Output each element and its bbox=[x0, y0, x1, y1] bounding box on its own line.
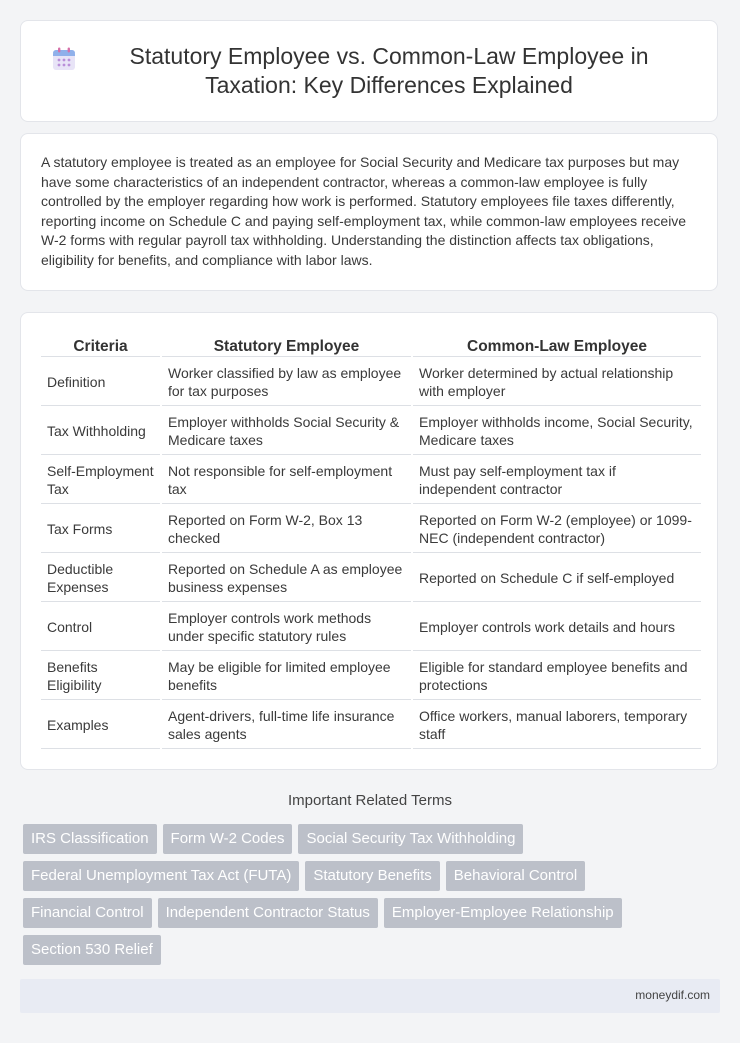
common-law-cell: Office workers, manual laborers, temporary staff bbox=[413, 702, 701, 749]
page-title: Statutory Employee vs. Common-Law Employee in Taxation: Key Differences Explained bbox=[129, 43, 649, 98]
statutory-cell: Reported on Form W-2, Box 13 checked bbox=[162, 506, 411, 553]
criteria-cell: Tax Withholding bbox=[41, 408, 160, 455]
related-term-tag[interactable]: Behavioral Control bbox=[446, 861, 585, 891]
table-row bbox=[41, 408, 701, 455]
statutory-cell: Agent-drivers, full-time life insurance sales agents bbox=[162, 702, 411, 749]
statutory-cell: Not responsible for self-employment tax bbox=[162, 457, 411, 504]
table-row bbox=[41, 555, 701, 602]
statutory-cell: Worker classified by law as employee for tax purposes bbox=[162, 359, 411, 406]
common-law-cell: Employer controls work details and hours bbox=[413, 604, 701, 651]
related-terms-list bbox=[23, 824, 723, 972]
footer-bar bbox=[20, 979, 720, 1013]
common-law-cell: Reported on Schedule C if self-employed bbox=[413, 555, 701, 602]
table-row bbox=[41, 359, 701, 406]
related-term-tag[interactable]: Section 530 Relief bbox=[23, 935, 161, 965]
table-row bbox=[41, 506, 701, 553]
related-term-tag[interactable]: Financial Control bbox=[23, 898, 152, 928]
statutory-cell: Employer controls work methods under specific statutory rules bbox=[162, 604, 411, 651]
related-term-tag[interactable]: Social Security Tax Withholding bbox=[298, 824, 523, 854]
intro-card bbox=[20, 133, 718, 291]
comparison-table bbox=[39, 331, 703, 751]
criteria-cell: Benefits Eligibility bbox=[41, 653, 160, 700]
header-criteria: Criteria bbox=[41, 333, 160, 357]
criteria-cell: Tax Forms bbox=[41, 506, 160, 553]
common-law-cell: Eligible for standard employee benefits and protections bbox=[413, 653, 701, 700]
related-term-tag[interactable]: Form W-2 Codes bbox=[163, 824, 293, 854]
related-term-tag[interactable]: Statutory Benefits bbox=[305, 861, 439, 891]
related-term-tag[interactable]: IRS Classification bbox=[23, 824, 157, 854]
criteria-cell: Deductible Expenses bbox=[41, 555, 160, 602]
table-row bbox=[41, 457, 701, 504]
table-row bbox=[41, 702, 701, 749]
table-row bbox=[41, 604, 701, 651]
calendar-icon bbox=[51, 46, 77, 72]
statutory-cell: Employer withholds Social Security & Medicare taxes bbox=[162, 408, 411, 455]
related-term-tag[interactable]: Independent Contractor Status bbox=[158, 898, 378, 928]
comparison-table-card bbox=[20, 312, 718, 770]
related-terms-heading: Important Related Terms bbox=[288, 792, 452, 809]
criteria-cell: Control bbox=[41, 604, 160, 651]
common-law-cell: Worker determined by actual relationship with employer bbox=[413, 359, 701, 406]
statutory-cell: Reported on Schedule A as employee business expenses bbox=[162, 555, 411, 602]
criteria-cell: Self-Employment Tax bbox=[41, 457, 160, 504]
related-term-tag[interactable]: Employer-Employee Relationship bbox=[384, 898, 622, 928]
common-law-cell: Must pay self-employment tax if independent contractor bbox=[413, 457, 701, 504]
statutory-cell: May be eligible for limited employee benefits bbox=[162, 653, 411, 700]
table-header-row bbox=[41, 333, 701, 357]
title-wrap bbox=[21, 42, 717, 100]
table-row bbox=[41, 653, 701, 700]
header-common-law: Common-Law Employee bbox=[413, 333, 701, 357]
common-law-cell: Employer withholds income, Social Security, Medicare taxes bbox=[413, 408, 701, 455]
criteria-cell: Definition bbox=[41, 359, 160, 406]
title-card bbox=[20, 20, 718, 122]
related-term-tag[interactable]: Federal Unemployment Tax Act (FUTA) bbox=[23, 861, 299, 891]
header-statutory: Statutory Employee bbox=[162, 333, 411, 357]
common-law-cell: Reported on Form W-2 (employee) or 1099-NEC (independent contractor) bbox=[413, 506, 701, 553]
criteria-cell: Examples bbox=[41, 702, 160, 749]
site-name[interactable]: moneydif.com bbox=[635, 988, 710, 1002]
intro-paragraph: A statutory employee is treated as an employee for Social Security and Medicare tax purposes but may have some characteristics of an independent contractor, whereas a common-law employee is fully controlled by the employer regarding how work is performed. Statutory employees file taxes differently, reporting income on Schedule C and paying self-employment tax, while common-law employees receive W-2 forms with regular payroll tax withholding. Understanding the distinction affects tax obligations, eligibility for benefits, and compliance with labor laws. bbox=[41, 154, 687, 268]
